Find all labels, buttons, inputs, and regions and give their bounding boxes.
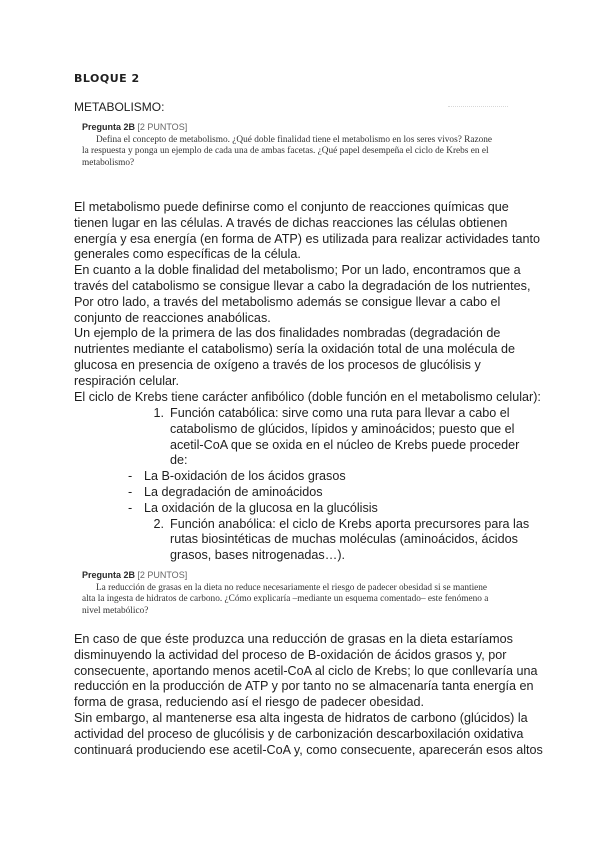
sub-list-item xyxy=(74,485,544,501)
question-2-line-1: La reducción de grasas en la dieta no reduce necesariamente el riesgo de padecer obesidad si se mantiene xyxy=(96,582,488,593)
question-1-line-1: Defina el concepto de metabolismo. ¿Qué doble finalidad tiene el metabolismo en los seres vivos? Razone xyxy=(96,134,493,145)
sub-list-item xyxy=(74,501,544,517)
question-1-line-3: metabolismo? xyxy=(82,157,135,168)
answer-2-paragraph-2: Sin embargo, al mantenerse esa alta ingesta de hidratos de carbono (glúcidos) la actividad del proceso de glucólisis y de carbonización descarboxilación oxidativa continuará produciendo ese acetil-CoA y, como consecuente, aparecerán esos altos xyxy=(74,710,543,757)
list-item-text: Función catabólica: sirve como una ruta para llevar a cabo el catabolismo de glúcidos, lípidos y aminoácidos; puesto que el acetil-CoA que se oxida en el núcleo de Krebs puede proceder de: xyxy=(170,406,520,468)
answer-2 xyxy=(74,632,544,758)
question-1-points: [2 PUNTOS] xyxy=(137,122,188,132)
dash-bullet: - xyxy=(128,500,133,515)
question-1-label: Pregunta 2B xyxy=(82,122,136,132)
answer-1 xyxy=(74,200,544,405)
block-heading: BLOQUE 2 xyxy=(74,72,140,85)
sub-list-item-text: La oxidación de la glucosa en la glucólisis xyxy=(144,500,378,515)
question-2-text xyxy=(82,582,520,618)
list-item xyxy=(74,517,544,564)
krebs-functions-list xyxy=(74,406,544,564)
question-1-line-2: la respuesta y ponga un ejemplo de cada una de ambas facetas. ¿Qué papel desempeña el ciclo de Krebs en el xyxy=(82,146,489,156)
dash-bullet: - xyxy=(128,484,133,499)
sub-list-item xyxy=(74,469,544,485)
list-item-number: 2. xyxy=(153,516,164,531)
question-1-text xyxy=(82,134,520,170)
question-2-box xyxy=(82,570,520,617)
question-2-points: [2 PUNTOS] xyxy=(137,570,188,580)
answer-1-paragraph-2: En cuanto a la doble finalidad del metabolismo; Por un lado, encontramos que a través del catabolismo se consigue llevar a cabo la degradación de los nutrientes, Por otro lado, a través del metabolismo además se consigue llevar a cabo el conjunto de reacciones anabólicas. xyxy=(74,263,531,325)
question-1-box xyxy=(82,122,520,169)
faint-scan-mark xyxy=(448,106,508,109)
list-item-text: Función anabólica: el ciclo de Krebs aporta precursores para las rutas biosintéticas de muchas moléculas (aminoácidos, ácidos grasos, bases nitrogenadas…). xyxy=(170,516,530,563)
list-item-number: 1. xyxy=(153,406,164,420)
question-2-line-3: nivel metabólico? xyxy=(82,605,149,616)
section-heading: METABOLISMO: xyxy=(74,100,165,114)
sub-list xyxy=(74,469,544,516)
answer-2-paragraph-1: En caso de que éste produzca una reducción de grasas en la dieta estaríamos disminuyendo la actividad del proceso de B-oxidación de ácidos grasos y, por consecuente, aportando menos acetil-CoA al ciclo de Krebs; lo que conllevaría una reducción en la producción de ATP y por tanto no se almacenaría tanta energía en forma de grasa, reduciendo así el riesgo de padecer obesidad. xyxy=(74,632,538,710)
sub-list-item-text: La degradación de aminoácidos xyxy=(144,484,323,499)
question-2-line-2: alta la ingesta de hidratos de carbono. ¿Cómo explicaría –mediante un esquema comentado– este fenómeno a xyxy=(82,594,489,604)
answer-1-paragraph-4: El ciclo de Krebs tiene carácter anfibólico (doble función en el metabolismo celular): xyxy=(74,389,541,404)
answer-1-paragraph-3: Un ejemplo de la primera de las dos finalidades nombradas (degradación de nutrientes mediante el catabolismo) sería la oxidación total de una molécula de glucosa en presencia de oxígeno a través de los procesos de glucólisis y respiración celular. xyxy=(74,326,516,388)
sub-list-item-text: La B-oxidación de los ácidos grasos xyxy=(144,469,346,484)
list-item xyxy=(74,406,544,469)
dash-bullet: - xyxy=(128,469,133,484)
question-2-label: Pregunta 2B xyxy=(82,570,136,580)
answer-1-paragraph-1: El metabolismo puede definirse como el conjunto de reacciones químicas que tienen lugar en las células. A través de dichas reacciones las células obtienen energía y esa energía (en forma de ATP) es utilizada para realizar actividades tanto generales como específicas de la célula. xyxy=(74,200,540,262)
